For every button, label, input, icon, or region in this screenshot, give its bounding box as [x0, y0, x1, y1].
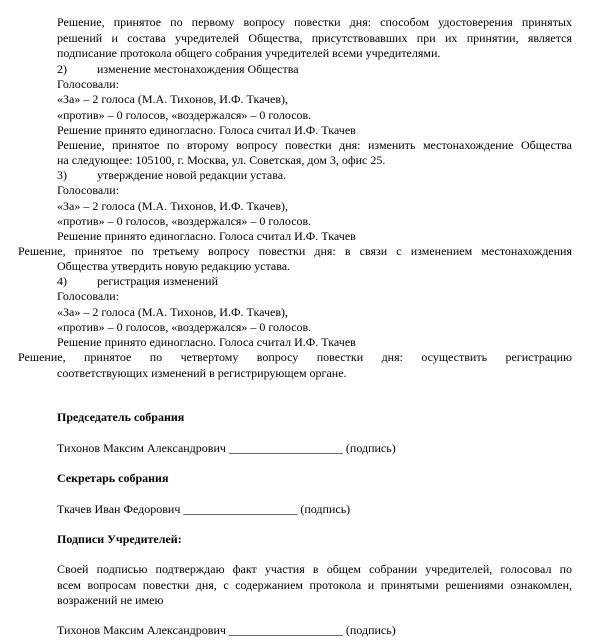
item2-decision-line1: Решение, принятое по второму вопросу повестки дня: изменить местонахождение Общества: [57, 138, 572, 152]
item4-title: регистрация изменений: [97, 274, 219, 288]
item2-votes-for: «За» – 2 голоса (М.А. Тихонов, И.Ф. Ткачев),: [57, 92, 288, 106]
item3-decision-line2: Общества утвердить новую редакцию устава.: [57, 259, 291, 273]
q1-decision-line1: Решение, принятое по первому вопросу повестки дня: способом удостоверения принятых: [57, 15, 572, 29]
item3-votes-for: «За» – 2 голоса (М.А. Тихонов, И.Ф. Ткачев),: [57, 199, 288, 213]
item3-title: утверждение новой редакции устава.: [97, 168, 287, 182]
founders-statement-line1: Своей подписью подтверждаю факт участия в общем собрании учредителей, голосовал по: [57, 562, 572, 576]
item4-decision-line1: Решение, принятое по четвертому вопросу повестки дня: осуществить регистрацию: [18, 350, 572, 364]
item2-votes-against: «против» – 0 голосов, «воздержался» – 0 голосов.: [57, 108, 312, 122]
item2-decision-line2: на следующее: 105100, г. Москва, ул. Советская, дом 3, офис 25.: [57, 153, 386, 167]
chairman-signature-line: Тихонов Максим Александрович ___________________ (подпись): [57, 441, 396, 455]
item2-title: изменение местонахождения Общества: [97, 62, 299, 76]
chairman-heading: Председатель собрания: [57, 410, 185, 424]
item4-result: Решение принято единогласно. Голоса считал И.Ф. Ткачев: [57, 335, 356, 349]
item2-heading: [57, 62, 299, 77]
item3-votes-against: «против» – 0 голосов, «воздержался» – 0 голосов.: [57, 214, 312, 228]
item3-voted-label: Голосовали:: [57, 183, 120, 197]
item4-votes-against: «против» – 0 голосов, «воздержался» – 0 голосов.: [57, 320, 312, 334]
item4-votes-for: «За» – 2 голоса (М.А. Тихонов, И.Ф. Ткачев),: [57, 305, 288, 319]
item2-result: Решение принято единогласно. Голоса считал И.Ф. Ткачев: [57, 123, 356, 137]
q1-decision-line3: подписание протокола общего собрания учредителей всеми учредителями.: [57, 46, 441, 60]
q1-decision-line2: решений и состава учредителей Общества, присутствовавших при их принятии, является: [57, 31, 572, 45]
item3-heading: [57, 168, 286, 183]
item2-voted-label: Голосовали:: [57, 77, 120, 91]
item3-decision-line1: Решение, принятое по третьему вопросу повестки дня: в связи с изменением местонахождения: [18, 244, 572, 258]
item4-number: 4): [57, 274, 67, 288]
item2-number: 2): [57, 62, 67, 76]
founders-statement-line2: всем вопросам повестки дня, с содержанием протокола и принятыми решениями ознакомлен,: [57, 578, 572, 592]
secretary-heading: Секретарь собрания: [57, 471, 169, 485]
item4-voted-label: Голосовали:: [57, 289, 120, 303]
item4-heading: [57, 274, 218, 289]
secretary-signature-line: Ткачев Иван Федорович ___________________ (подпись): [57, 502, 351, 516]
item4-decision-line2: соответствующих изменений в регистрирующем органе.: [57, 366, 347, 380]
founders-heading: Подписи Учредителей:: [57, 532, 182, 546]
item3-result: Решение принято единогласно. Голоса считал И.Ф. Ткачев: [57, 229, 356, 243]
founder-signature-line: Тихонов Максим Александрович ___________________ (подпись): [57, 623, 396, 637]
founders-statement-line3: возражений не имею: [57, 593, 164, 607]
item3-number: 3): [57, 168, 67, 182]
